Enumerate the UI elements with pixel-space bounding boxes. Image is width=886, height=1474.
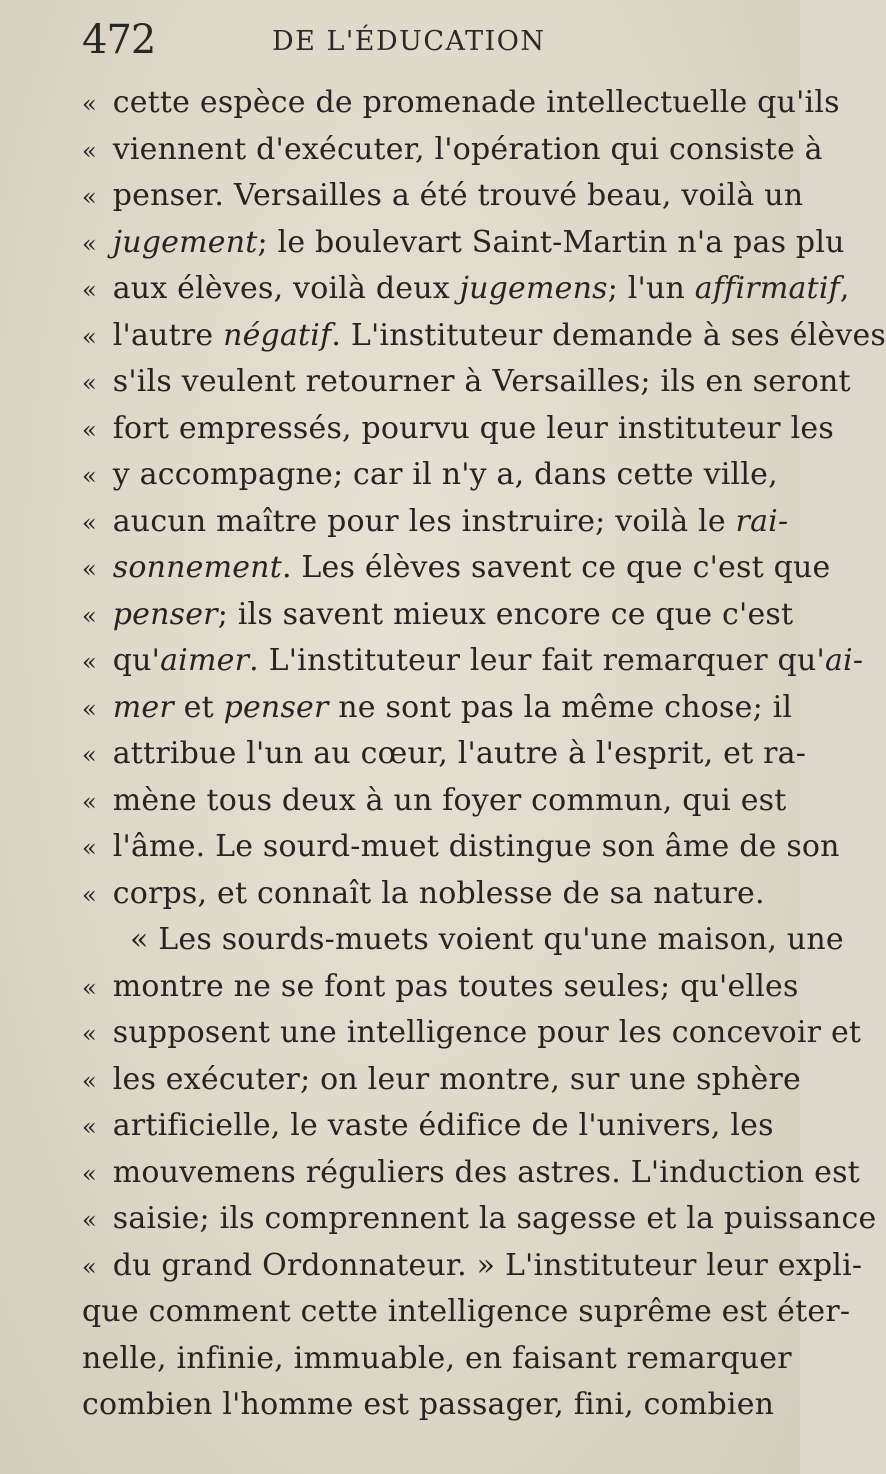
text-line — [82, 1103, 774, 1150]
text-segment: cette espèce de promenade intellectuelle qu'ils — [112, 85, 840, 120]
text-segment: fort empressés, pourvu que leur instituteur les — [112, 410, 834, 446]
text-line — [82, 127, 823, 174]
text-segment: « — [82, 136, 105, 165]
text-line — [82, 1010, 862, 1057]
text-segment: montre ne se font pas toutes seules; qu'elles — [112, 968, 799, 1004]
text-segment: l'autre — [112, 317, 224, 353]
text-segment: attribue l'un au cœur, l'autre à l'esprit, et ra- — [112, 736, 807, 771]
text-segment: corps, et connaît la noblesse de sa nature. — [112, 875, 765, 911]
text-segment: penser. Versailles a été trouvé beau, voilà un — [112, 178, 804, 213]
text-line — [82, 1336, 792, 1383]
text-segment: « — [82, 508, 105, 537]
text-line — [82, 1289, 851, 1336]
italic-word: ai- — [824, 643, 864, 678]
text-line — [82, 80, 840, 127]
text-line — [82, 313, 886, 360]
text-segment: ; l'un — [607, 271, 695, 306]
text-segment: du grand Ordonnateur. » L'instituteur leur expli- — [112, 1247, 863, 1283]
text-line — [82, 266, 850, 313]
text-segment: « — [82, 322, 105, 351]
text-segment: nelle, infinie, immuable, en faisant remarquer — [82, 1340, 792, 1376]
text-segment: aux élèves, voilà deux — [112, 271, 460, 306]
text-segment: « — [82, 787, 105, 816]
text-segment: « — [82, 555, 105, 583]
italic-word: jugemens — [459, 271, 608, 306]
italic-word: penser — [112, 596, 218, 632]
text-segment: « — [82, 648, 105, 676]
text-segment: que comment cette intelligence suprême est éter- — [82, 1294, 851, 1329]
text-segment: « Les sourds-muets voient qu'une maison, une — [130, 922, 844, 957]
italic-word: aimer — [160, 643, 250, 678]
text-segment: . L'instituteur demande à ses élèves — [331, 317, 886, 353]
text-segment: « — [82, 741, 105, 769]
italic-word: penser — [223, 689, 329, 725]
text-segment: supposent une intelligence pour les concevoir et — [112, 1015, 862, 1050]
text-segment: « — [82, 183, 105, 211]
text-line — [82, 452, 778, 499]
text-segment: « — [82, 462, 105, 490]
text-segment: « — [82, 1206, 105, 1234]
text-segment: « — [82, 834, 105, 862]
text-segment: ; ils savent mieux encore ce que c'est — [217, 596, 794, 632]
text-segment: artificielle, le vaste édifice de l'univers, les — [112, 1108, 774, 1143]
text-segment: qu' — [112, 643, 161, 678]
italic-word: mer — [112, 689, 174, 725]
text-line — [82, 1196, 877, 1243]
text-line — [82, 964, 799, 1011]
text-segment: « — [82, 1020, 105, 1048]
text-line — [82, 545, 831, 592]
italic-word: sonnement — [112, 550, 282, 585]
text-segment: mène tous deux à un foyer commun, qui est — [112, 782, 787, 818]
text-line — [82, 406, 834, 453]
italic-word: affirmatif — [694, 271, 840, 306]
page-number: 472 — [82, 17, 156, 63]
text-segment: « — [82, 369, 105, 397]
text-segment: « — [82, 973, 105, 1002]
text-segment: aucun maître pour les instruire; voilà le — [112, 503, 736, 539]
text-segment: « — [82, 415, 105, 444]
text-segment: « — [82, 229, 105, 258]
text-line — [82, 1243, 863, 1290]
text-line — [82, 1382, 775, 1429]
text-segment: « — [82, 694, 105, 723]
text-segment: « — [82, 1159, 105, 1188]
text-segment: s'ils veulent retourner à Versailles; ils en seront — [112, 364, 851, 399]
text-segment: . L'instituteur leur fait remarquer qu' — [249, 643, 825, 678]
text-line — [82, 917, 844, 964]
text-line — [82, 778, 787, 825]
text-segment: « — [82, 90, 105, 118]
text-line — [82, 592, 794, 639]
running-head: DE L'ÉDUCATION — [272, 26, 546, 57]
body-text — [82, 80, 886, 1429]
text-line — [82, 731, 807, 778]
italic-word: rai- — [735, 503, 789, 539]
text-line — [82, 173, 804, 220]
text-segment: « — [82, 1252, 105, 1281]
text-line — [82, 359, 851, 406]
text-segment: « — [82, 1113, 105, 1141]
italic-word: jugement — [112, 224, 258, 260]
text-line — [82, 638, 864, 685]
italic-word: négatif — [223, 317, 332, 353]
text-line — [82, 220, 845, 267]
text-segment: et — [173, 689, 224, 725]
text-segment: viennent d'exécuter, l'opération qui consiste à — [112, 131, 823, 167]
text-line — [82, 824, 840, 871]
text-segment: « — [82, 276, 105, 304]
text-segment: , — [839, 271, 850, 306]
text-line — [82, 871, 765, 918]
text-segment: ne sont pas la même chose; il — [328, 689, 793, 725]
text-line — [82, 1057, 801, 1104]
text-segment: les exécuter; on leur montre, sur une sphère — [112, 1061, 801, 1097]
text-segment: l'âme. Le sourd-muet distingue son âme de son — [112, 829, 840, 864]
text-line — [82, 499, 789, 546]
text-segment: . Les élèves savent ce que c'est que — [281, 550, 831, 585]
text-segment: « — [82, 601, 105, 630]
page-header — [82, 14, 722, 66]
text-segment: « — [82, 1066, 105, 1095]
text-segment: y accompagne; car il n'y a, dans cette ville, — [112, 457, 778, 492]
text-segment: combien l'homme est passager, fini, combien — [82, 1387, 775, 1422]
text-line — [82, 1150, 860, 1197]
text-segment: saisie; ils comprennent la sagesse et la puissance — [112, 1201, 877, 1236]
text-segment: mouvemens réguliers des astres. L'induction est — [112, 1154, 860, 1190]
text-line — [82, 685, 793, 732]
text-segment: « — [82, 880, 105, 909]
text-segment: ; le boulevart Saint-Martin n'a pas plu — [257, 224, 845, 260]
